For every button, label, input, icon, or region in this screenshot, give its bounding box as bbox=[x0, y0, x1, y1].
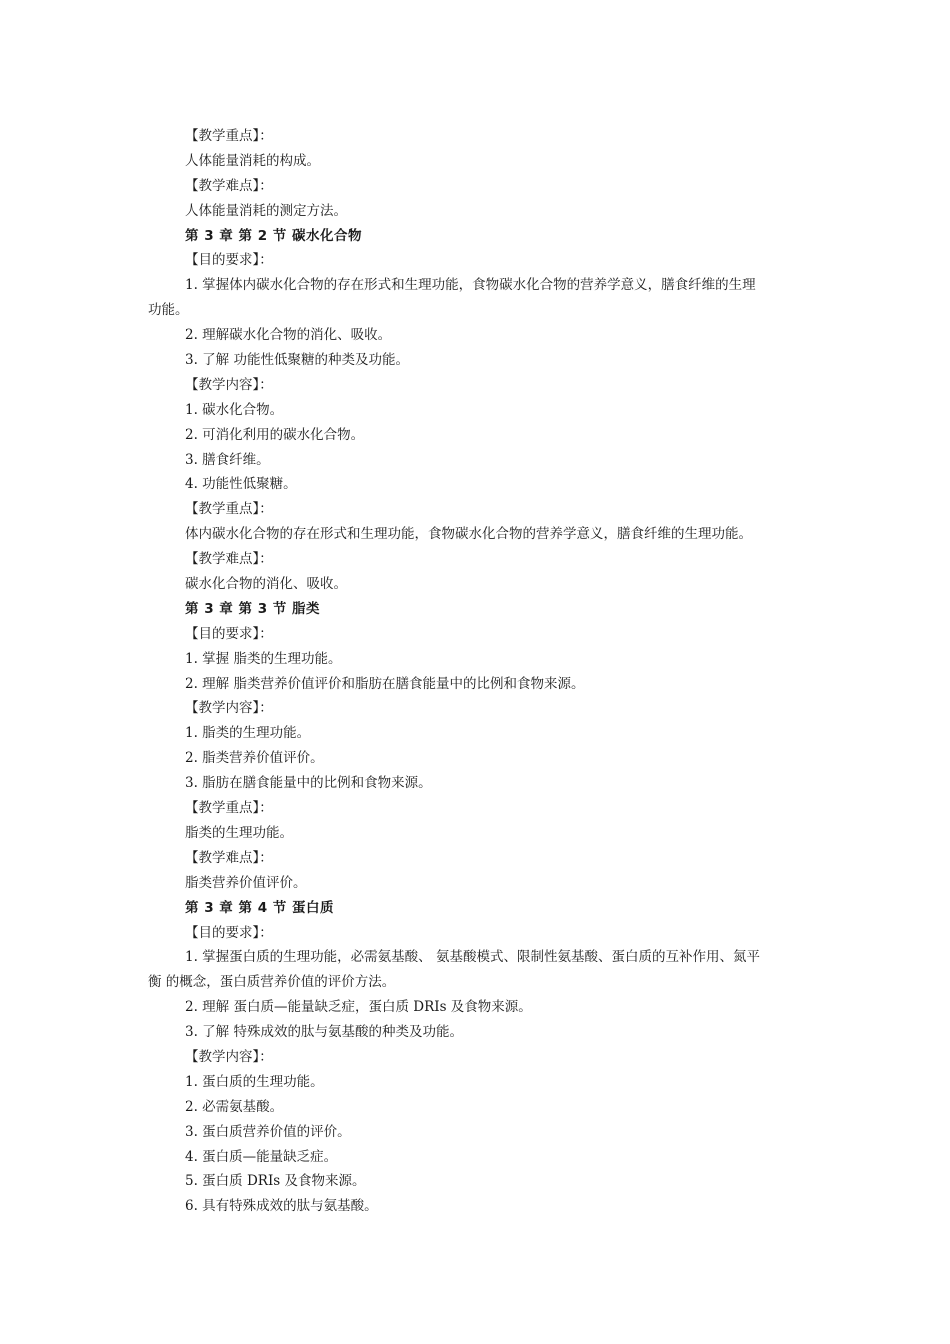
text-line: 1. 蛋白质的生理功能。 bbox=[185, 1073, 324, 1090]
text-line: 体内碳水化合物的存在形式和生理功能，食物碳水化合物的营养学意义，膳食纤维的生理功能。 bbox=[185, 526, 752, 543]
section-heading: 第 3 章 第 2 节 碳水化合物 bbox=[185, 227, 362, 244]
text-line: 6. 具有特殊成效的肽与氨基酸。 bbox=[185, 1198, 378, 1215]
text-line: 3. 了解 特殊成效的肽与氨基酸的种类及功能。 bbox=[185, 1024, 463, 1041]
text-line: 2. 脂类营养价值评价。 bbox=[185, 750, 324, 767]
text-line: 1. 掌握 脂类的生理功能。 bbox=[185, 650, 342, 667]
text-line: 人体能量消耗的测定方法。 bbox=[185, 202, 347, 219]
text-line: 人体能量消耗的构成。 bbox=[185, 152, 320, 169]
text-line: 1. 碳水化合物。 bbox=[185, 401, 284, 418]
text-line: 3. 了解 功能性低聚糖的种类及功能。 bbox=[185, 352, 409, 369]
text-line: 3. 脂肪在膳食能量中的比例和食物来源。 bbox=[185, 775, 432, 792]
text-line: 【教学内容】： bbox=[185, 1048, 273, 1065]
text-line: 2. 理解 脂类营养价值评价和脂肪在膳食能量中的比例和食物来源。 bbox=[185, 675, 585, 692]
text-line: 【教学重点】： bbox=[185, 128, 273, 144]
text-line: 5. 蛋白质 DRIs 及食物来源。 bbox=[185, 1173, 366, 1190]
text-line: 4. 蛋白质—能量缺乏症。 bbox=[185, 1148, 338, 1165]
text-line: 1. 脂类的生理功能。 bbox=[185, 725, 311, 742]
text-line: 【教学内容】： bbox=[185, 376, 273, 393]
text-line: 【教学重点】： bbox=[185, 501, 273, 518]
text-line: 脂类营养价值评价。 bbox=[185, 874, 307, 891]
text-line: 3. 蛋白质营养价值的评价。 bbox=[185, 1123, 351, 1140]
text-line: 脂类的生理功能。 bbox=[185, 824, 293, 841]
text-line: 功能。 bbox=[148, 302, 189, 319]
text-line: 1. 掌握体内碳水化合物的存在形式和生理功能，食物碳水化合物的营养学意义，膳食纤维的生理 bbox=[185, 277, 756, 294]
text-line: 1. 掌握蛋白质的生理功能，必需氨基酸、 氨基酸模式、限制性氨基酸、蛋白质的互补作用、氮平 bbox=[185, 949, 760, 966]
text-line: 2. 理解 蛋白质—能量缺乏症，蛋白质 DRIs 及食物来源。 bbox=[185, 999, 532, 1016]
document-body bbox=[148, 124, 808, 1219]
text-line: 【目的要求】： bbox=[185, 924, 273, 941]
text-line: 2. 可消化利用的碳水化合物。 bbox=[185, 426, 365, 443]
text-line: 2. 理解碳水化合物的消化、吸收。 bbox=[185, 327, 392, 344]
text-line: 【教学重点】： bbox=[185, 800, 273, 817]
text-line: 【目的要求】： bbox=[185, 625, 273, 642]
section-heading: 第 3 章 第 3 节 脂类 bbox=[185, 600, 320, 617]
text-line: 4. 功能性低聚糖。 bbox=[185, 476, 297, 493]
text-line: 衡 的概念，蛋白质营养价值的评价方法。 bbox=[148, 974, 396, 991]
text-line: 【教学难点】： bbox=[185, 551, 273, 568]
text-line: 【教学难点】： bbox=[185, 177, 273, 194]
text-line: 碳水化合物的消化、吸收。 bbox=[185, 576, 347, 593]
text-line: 3. 膳食纤维。 bbox=[185, 451, 270, 468]
section-heading: 第 3 章 第 4 节 蛋白质 bbox=[185, 899, 334, 916]
text-line: 2. 必需氨基酸。 bbox=[185, 1098, 284, 1115]
text-line: 【目的要求】： bbox=[185, 252, 273, 269]
text-line: 【教学内容】： bbox=[185, 700, 273, 717]
text-line: 【教学难点】： bbox=[185, 849, 273, 866]
